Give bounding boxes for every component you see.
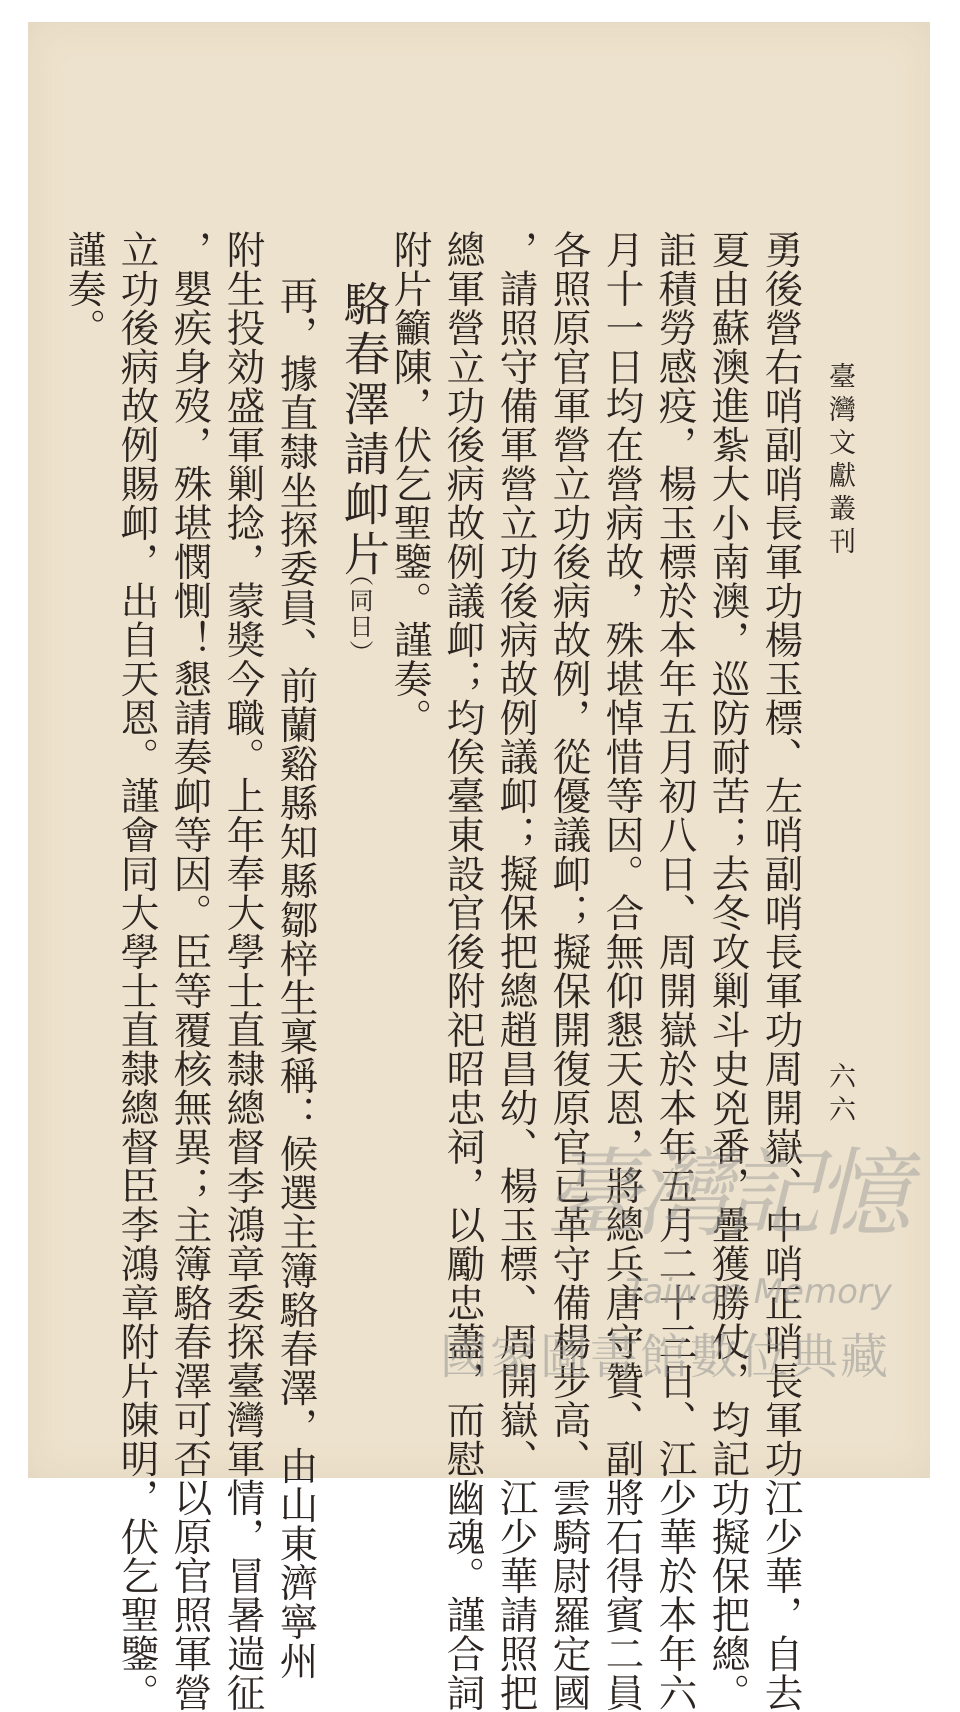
text-column-4: 月十一日均在營病故，殊堪悼惜等因。合無仰懇天恩，將總兵唐守贊、副將石得賓二員 <box>599 230 645 1712</box>
series-title: 臺灣文獻叢刊 <box>824 362 855 560</box>
text-column-10: 附生投効盛軍剿捻，蒙獎今職。上年奉大學士直隸總督李鴻章委探臺灣軍情，冒暑遄征 <box>220 230 266 1712</box>
section-title: 駱春澤請卹片 <box>337 280 391 580</box>
text-column-5: 各照原官軍營立功後病故例，從優議卹；擬保開復原官已革守備楊步高、雲騎尉羅定國 <box>546 230 592 1712</box>
text-column-12: 立功後病故例賜卹，出自天恩。謹會同大學士直隸總督臣李鴻章附片陳明，伏乞聖鑒。 <box>114 230 160 1712</box>
text-column-7: 總軍營立功後病故例議卹；均俟臺東設官後附祀昭忠祠，以勵忠藎，而慰幽魂。謹合詞 <box>440 230 486 1712</box>
text-column-8: 附片籲陳，伏乞聖鑒。謹奏。 <box>387 230 433 737</box>
watermark-calligraphy: 臺灣記憶 <box>545 1138 905 1250</box>
text-column-11: ，嬰疾身歿，殊堪憫惻！懇請奏卹等因。臣等覆核無異；主簿駱春澤可否以原官照軍營 <box>167 230 213 1712</box>
text-column-2: 夏由蘇澳進紮大小南澳，巡防耐苦；去冬攻剿斗史兇番，疊獲勝仗，均記功擬保把總。 <box>705 230 751 1712</box>
watermark-chinese: 國家圖書館數位典藏 <box>439 1329 890 1385</box>
text-column-1: 勇後營右哨副哨長軍功楊玉標、左哨副哨長軍功周開嶽、中哨正哨長軍功江少華，自去 <box>758 230 804 1712</box>
text-column-6: ，請照守備軍營立功後病故例議卹；擬保把總趙昌幼、楊玉標、周開嶽、江少華請照把 <box>493 230 539 1712</box>
page-number: 六六 <box>824 1062 855 1128</box>
text-column-3: 詎積勞感疫，楊玉標於本年五月初八日、周開嶽於本年五月二十三日、江少華於本年六 <box>652 230 698 1712</box>
text-column-9: 再，據直隸坐探委員、前蘭谿縣知縣鄒梓生稟稱：候選主簿駱春澤，由山東濟寧州 <box>273 276 319 1680</box>
text-column-13: 謹奏。 <box>61 230 107 347</box>
watermark-english: Taiwan Memory <box>625 1272 892 1312</box>
section-note: （同日） <box>345 562 373 666</box>
book-page <box>28 22 930 1712</box>
